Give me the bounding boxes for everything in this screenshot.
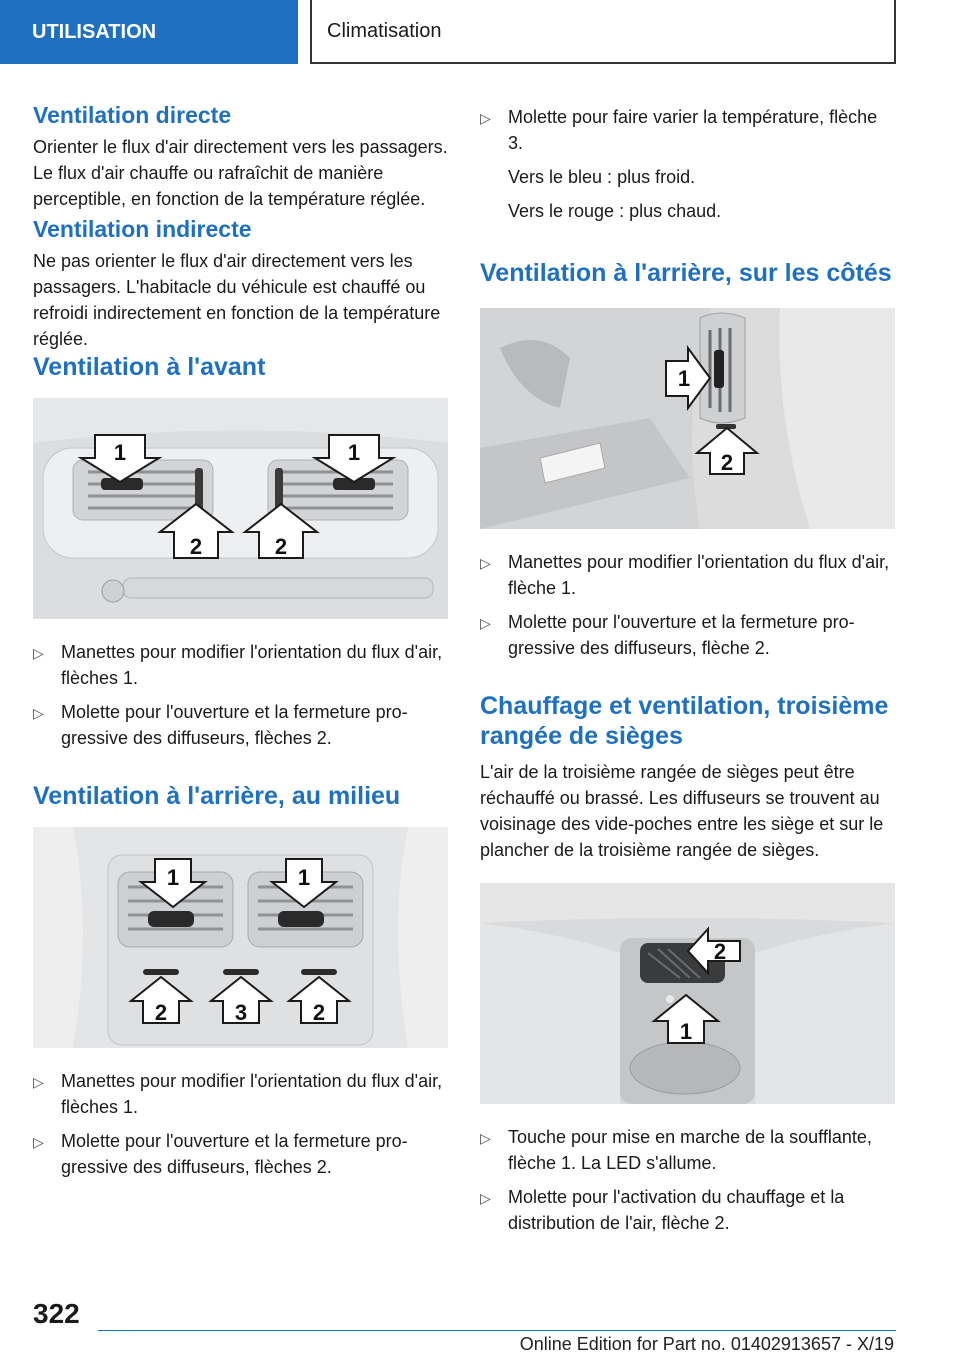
section-tab [0, 0, 298, 64]
paragraph-indirect-ventilation: Ne pas orienter le flux d'air directement vers les passagers. L'habitacle du véhicule est chauffé ou refroidi indirectement en fonction de la température réglée. [33, 251, 441, 349]
rear-side-vents-figure [480, 308, 895, 529]
fig-front-label: 2 [189, 534, 203, 559]
fig-front-label: 1 [113, 440, 127, 465]
chapter-header [310, 0, 896, 64]
list-item-text: Molette pour l'ouverture et la fermeture progressive des diffuseurs, flèches 2. [61, 1131, 408, 1177]
left-column [33, 98, 448, 1188]
bullet-triangle-icon: ▷ [33, 645, 44, 661]
list-item-text: Molette pour l'activation du chauffage et la distribution de l'air, flèche 2. [508, 1187, 845, 1233]
rear-center-vents-figure [33, 827, 448, 1048]
fig-rear-center-label: 3 [234, 1000, 248, 1025]
rear-center-ventilation-list [33, 1068, 448, 1180]
bullet-triangle-icon: ▷ [33, 705, 44, 721]
list-item [33, 1068, 448, 1120]
list-item-text: Manettes pour modifier l'orientation du flux d'air, flèches 1. [61, 1071, 443, 1117]
page-number: 322 [33, 1298, 80, 1329]
fig-front-label: 2 [274, 534, 288, 559]
list-item [480, 1184, 895, 1236]
list-item [480, 609, 895, 661]
paragraph-direct-ventilation: Orienter le flux d'air directement vers les passagers. Le flux d'air chauffe ou rafraîchit de manière perceptible, en fonction de la température réglée. [33, 137, 448, 209]
fig-rear-center-label: 2 [154, 1000, 168, 1025]
list-item [480, 1124, 895, 1176]
list-item-text: Manettes pour modifier l'orientation du flux d'air, flèches 1. [61, 642, 443, 688]
list-item [33, 699, 448, 751]
bullet-triangle-icon: ▷ [480, 110, 491, 126]
heading-indirect-ventilation: Ventilation indirecte [33, 216, 252, 242]
list-item [33, 1128, 448, 1180]
third-row-list [480, 1124, 895, 1236]
fig-front-label: 1 [347, 440, 361, 465]
fig-rear-side-label: 2 [720, 450, 734, 475]
list-item-text: Touche pour mise en marche de la soufflante, flèche 1. La LED s'allume. [508, 1127, 872, 1173]
temperature-list [480, 104, 895, 156]
list-item-text: Manettes pour modifier l'orientation du flux d'air, flèche 1. [508, 552, 890, 598]
list-item [480, 549, 895, 601]
heading-third-row-ventilation: Chauffage et ventilation, troisième rangée de sièges [480, 692, 889, 750]
front-vents-figure [33, 398, 448, 619]
right-column [480, 104, 895, 1244]
paragraph-third-row: L'air de la troisième rangée de sièges peut être réchauffé ou brassé. Les diffuseurs se trouvent au voisinage des vide-poches entre les siège et sur le plancher de la troisième rangée de sièges. [480, 762, 884, 860]
section-label: UTILISATION [32, 20, 157, 43]
fig-rear-center-label: 1 [297, 865, 311, 890]
cold-note: Vers le bleu : plus froid. [508, 167, 696, 187]
heading-front-ventilation: Ventilation à l'avant [33, 353, 266, 381]
third-row-figure [480, 883, 895, 1104]
list-item [480, 104, 895, 156]
warm-note: Vers le rouge : plus chaud. [508, 201, 722, 221]
front-ventilation-list [33, 639, 448, 751]
bullet-triangle-icon: ▷ [480, 1190, 491, 1206]
bullet-triangle-icon: ▷ [33, 1074, 44, 1090]
bullet-triangle-icon: ▷ [480, 555, 491, 571]
fig-rear-center-label: 1 [166, 865, 180, 890]
fig-third-row-label: 2 [713, 939, 727, 964]
fig-rear-side-label: 1 [677, 366, 691, 391]
heading-rear-center-ventilation: Ventilation à l'arrière, au milieu [33, 782, 401, 810]
bullet-triangle-icon: ▷ [480, 615, 491, 631]
bullet-triangle-icon: ▷ [480, 1130, 491, 1146]
list-item-text: Molette pour l'ouverture et la fermeture progressive des diffuseurs, flèche 2. [508, 612, 855, 658]
heading-rear-side-ventilation: Ventilation à l'arrière, sur les côtés [480, 259, 892, 287]
edition-note: Online Edition for Part no. 01402913657 - X/19 [519, 1334, 894, 1354]
fig-third-row-label: 1 [679, 1019, 693, 1044]
chapter-title: Climatisation [327, 19, 442, 42]
list-item [33, 639, 448, 691]
list-item-text: Molette pour l'ouverture et la fermeture progressive des diffuseurs, flèches 2. [61, 702, 408, 748]
bullet-triangle-icon: ▷ [33, 1134, 44, 1150]
list-item-text: Molette pour faire varier la température, flèche 3. [508, 107, 878, 153]
footer-divider [98, 1330, 896, 1331]
rear-side-ventilation-list [480, 549, 895, 661]
heading-direct-ventilation: Ventilation directe [33, 102, 232, 128]
fig-rear-center-label: 2 [312, 1000, 326, 1025]
